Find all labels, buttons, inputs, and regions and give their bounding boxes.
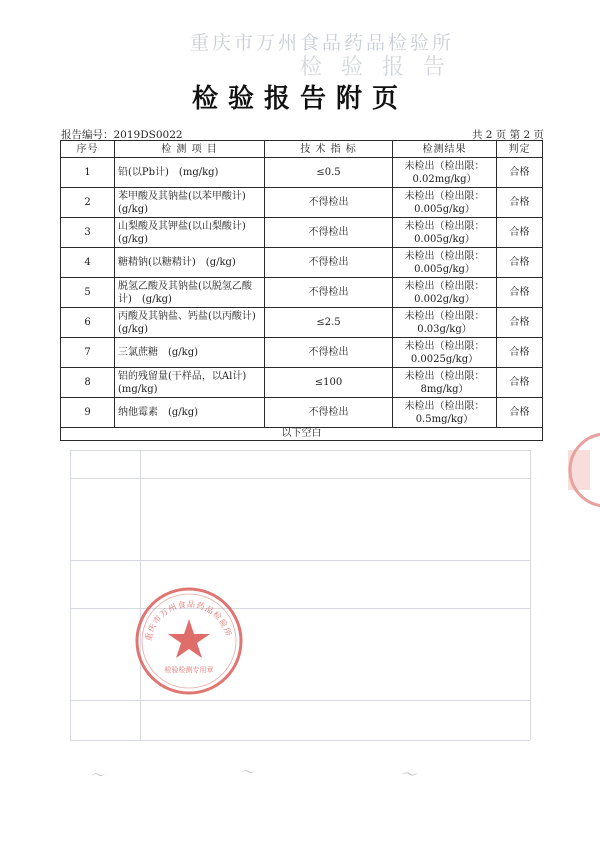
- table-row: [61, 158, 543, 188]
- row-number: 8: [61, 368, 115, 398]
- ghost-report-title: 检 验 报 告: [300, 55, 451, 80]
- header-number: 序号: [61, 141, 115, 158]
- ghost-line: [70, 700, 530, 701]
- judgement: 合格: [497, 218, 543, 248]
- signature-mark: 〜: [400, 765, 417, 784]
- technical-spec: 不得检出: [265, 218, 393, 248]
- row-number: 9: [61, 398, 115, 428]
- test-result: 未检出（检出限：8mg/kg）: [393, 368, 497, 398]
- test-result: 未检出（检出限：0.005g/kg）: [393, 218, 497, 248]
- table-row: [61, 368, 543, 398]
- row-number: 2: [61, 188, 115, 218]
- judgement: 合格: [497, 368, 543, 398]
- row-number: 4: [61, 248, 115, 278]
- test-result: 未检出（检出限：0.03g/kg）: [393, 308, 497, 338]
- results-table: [60, 140, 543, 441]
- table-row: [61, 218, 543, 248]
- judgement: 合格: [497, 248, 543, 278]
- technical-spec: 不得检出: [265, 398, 393, 428]
- signature-mark: 〜: [90, 768, 104, 784]
- test-item: 丙酸及其钠盐、钙盐(以丙酸计) (g/kg): [115, 308, 265, 338]
- test-result: 未检出（检出限：0.002g/kg）: [393, 278, 497, 308]
- ghost-line: [70, 450, 530, 451]
- test-result: 未检出（检出限：0.02mg/kg）: [393, 158, 497, 188]
- technical-spec: 不得检出: [265, 338, 393, 368]
- judgement: 合格: [497, 338, 543, 368]
- ghost-organization-name: 重庆市万州食品药品检验所: [190, 32, 455, 54]
- row-number: 5: [61, 278, 115, 308]
- test-result: 未检出（检出限：0.0025g/kg）: [393, 338, 497, 368]
- row-number: 1: [61, 158, 115, 188]
- technical-spec: ≤2.5: [265, 308, 393, 338]
- test-result: 未检出（检出限：0.005g/kg）: [393, 188, 497, 218]
- judgement: 合格: [497, 158, 543, 188]
- signature-mark: 〜: [240, 765, 254, 781]
- header-item: 检 测 项 目: [115, 141, 265, 158]
- test-result: 未检出（检出限：0.5mg/kg）: [393, 398, 497, 428]
- blank-note: 以下空白: [61, 428, 543, 441]
- technical-spec: 不得检出: [265, 188, 393, 218]
- blank-note-row: [61, 428, 543, 441]
- table-row: [61, 338, 543, 368]
- table-row: [61, 398, 543, 428]
- technical-spec: 不得检出: [265, 248, 393, 278]
- ghost-line: [530, 450, 531, 740]
- ghost-line: [70, 560, 530, 561]
- svg-text:重庆市万州食品药品检验所: 重庆市万州食品药品检验所: [144, 599, 234, 642]
- table-row: [61, 188, 543, 218]
- technical-spec: 不得检出: [265, 278, 393, 308]
- test-item: 铝的残留量(干样品，以Al计) (mg/kg): [115, 368, 265, 398]
- svg-text:检验检测专用章: 检验检测专用章: [164, 666, 214, 674]
- test-item: 脱氢乙酸及其钠盐(以脱氢乙酸计) (g/kg): [115, 278, 265, 308]
- table-row: [61, 278, 543, 308]
- row-number: 6: [61, 308, 115, 338]
- test-result: 未检出（检出限：0.005g/kg）: [393, 248, 497, 278]
- judgement: 合格: [497, 278, 543, 308]
- test-item: 纳他霉素 (g/kg): [115, 398, 265, 428]
- row-number: 7: [61, 338, 115, 368]
- technical-spec: ≤0.5: [265, 158, 393, 188]
- test-item: 糖精钠(以糖精计) (g/kg): [115, 248, 265, 278]
- report-number: 报告编号：2019DS0022: [61, 129, 183, 141]
- ghost-line: [70, 478, 530, 479]
- test-item: 三氯蔗糖 (g/kg): [115, 338, 265, 368]
- technical-spec: ≤100: [265, 368, 393, 398]
- page-title: 检验报告附页: [191, 84, 408, 114]
- table-row: [61, 248, 543, 278]
- edge-seal-stamp: [556, 430, 600, 510]
- test-item: 苯甲酸及其钠盐(以苯甲酸计) (g/kg): [115, 188, 265, 218]
- header-result: 检测结果: [393, 141, 497, 158]
- table-row: [61, 308, 543, 338]
- test-item: 铅(以Pb计) (mg/kg): [115, 158, 265, 188]
- judgement: 合格: [497, 308, 543, 338]
- judgement: 合格: [497, 188, 543, 218]
- official-seal-stamp: [133, 585, 245, 697]
- row-number: 3: [61, 218, 115, 248]
- judgement: 合格: [497, 398, 543, 428]
- test-item: 山梨酸及其钾盐(以山梨酸计) (g/kg): [115, 218, 265, 248]
- page-info: 共 2 页 第 2 页: [471, 129, 544, 141]
- ghost-line: [70, 450, 71, 740]
- ghost-line: [70, 740, 530, 741]
- header-spec: 技 术 指 标: [265, 141, 393, 158]
- header-judge: 判定: [497, 141, 543, 158]
- table-header-row: [61, 141, 543, 158]
